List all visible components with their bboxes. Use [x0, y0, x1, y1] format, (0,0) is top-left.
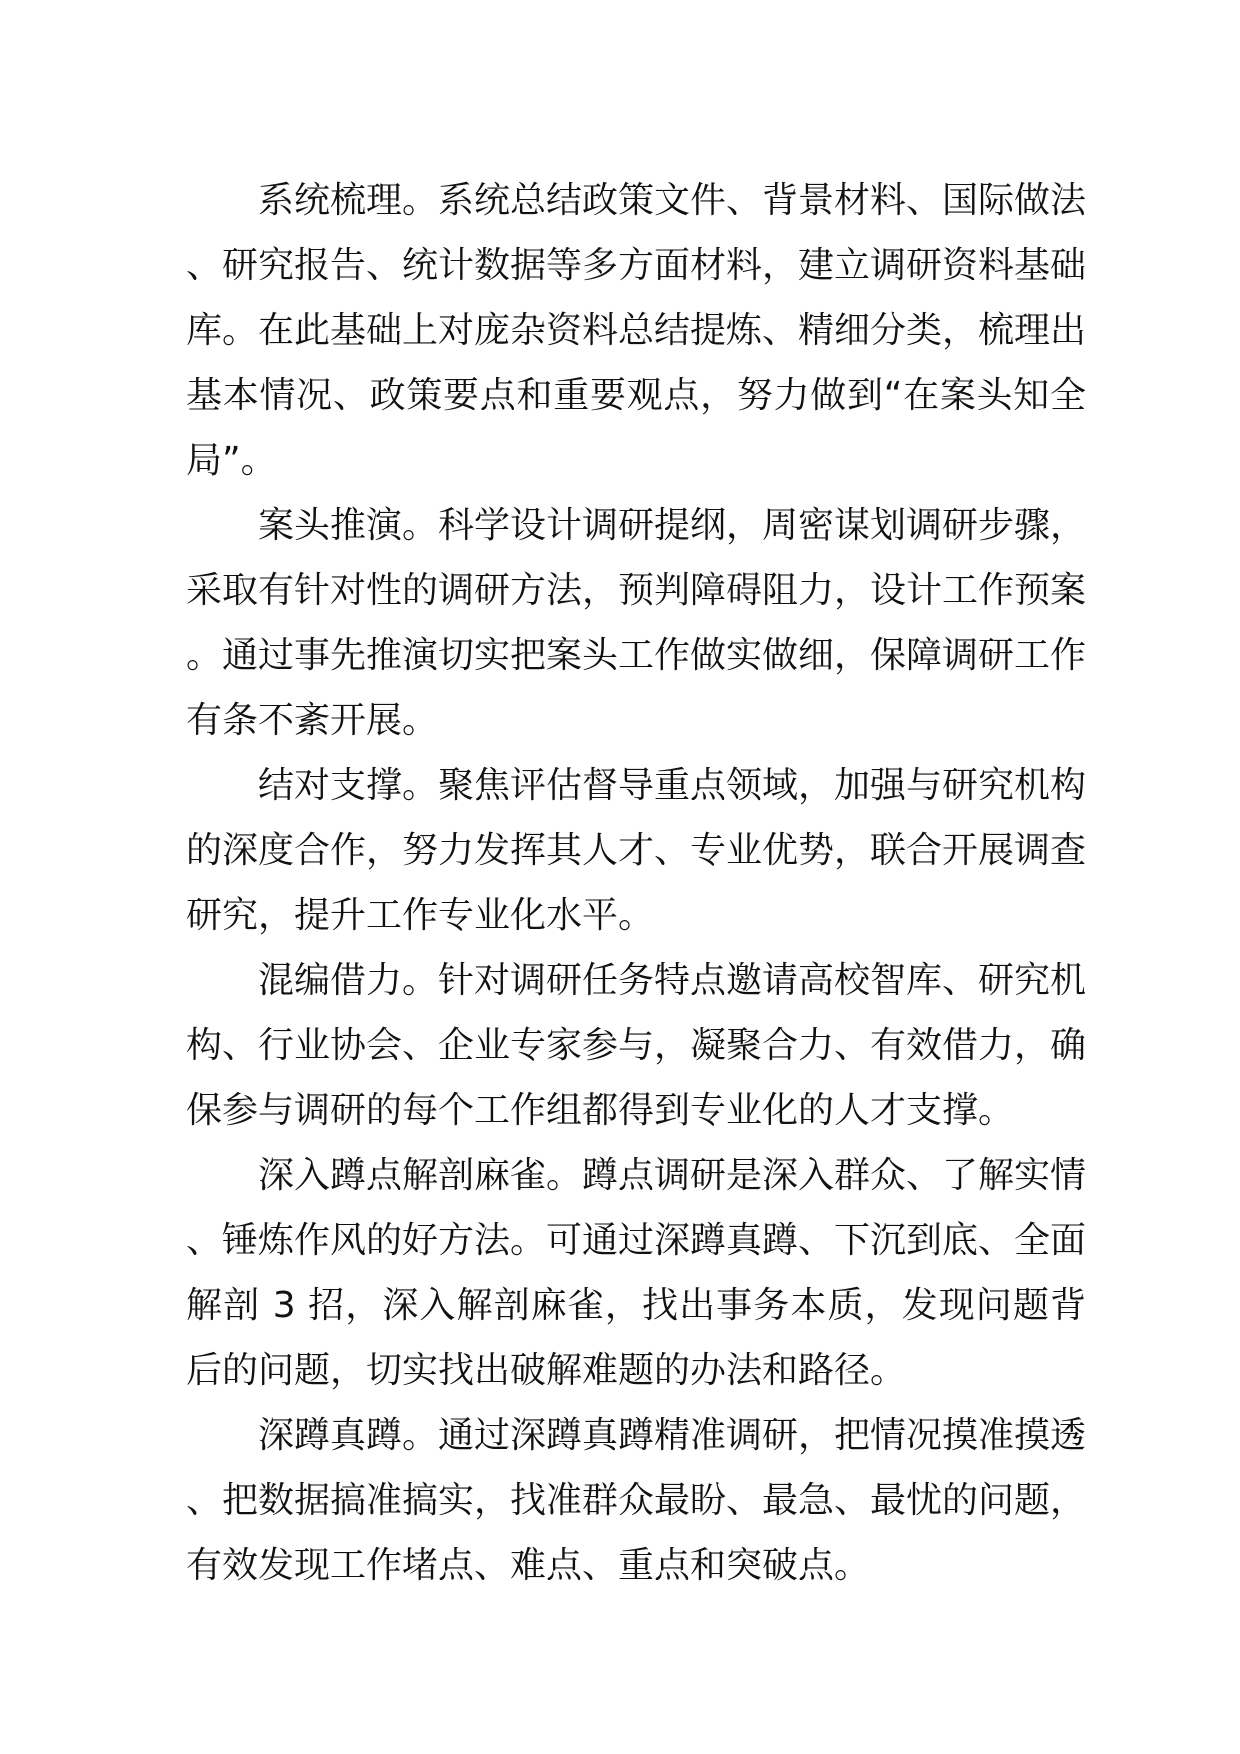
paragraph-desk-rehearsal: 案头推演。科学设计调研提纲，周密谋划调研步骤，采取有针对性的调研方法，预判障碍阻力，设计工作预案。通过事先推演切实把案头工作做实做细，保障调研工作有条不紊开展。 [186, 505, 1087, 741]
document-body [186, 168, 1086, 1598]
paragraph-systematic-review: 系统梳理。系统总结政策文件、背景材料、国际做法、研究报告、统计数据等多方面材料，建立调研资料基础库。在此基础上对庞杂资料总结提炼、精细分类，梳理出基本情况、政策要点和重要观点，努力做到“在案头知全局”。 [186, 180, 1087, 481]
paragraph-paired-support: 结对支撑。聚焦评估督导重点领域，加强与研究机构的深度合作，努力发挥其人才、专业优势，联合开展调查研究，提升工作专业化水平。 [186, 765, 1087, 936]
paragraph-mixed-teams: 混编借力。针对调研任务特点邀请高校智库、研究机构、行业协会、企业专家参与，凝聚合力、有效借力，确保参与调研的每个工作组都得到专业化的人才支撑。 [186, 960, 1087, 1131]
paragraph-on-site-study: 深入蹲点解剖麻雀。蹲点调研是深入群众、了解实情、锤炼作风的好方法。可通过深蹲真蹲、下沉到底、全面解剖 3 招，深入解剖麻雀，找出事务本质，发现问题背后的问题，切实找出破解难题的办法和路径。 [186, 1155, 1087, 1391]
paragraph-deep-on-site: 深蹲真蹲。通过深蹲真蹲精准调研，把情况摸准摸透、把数据搞准搞实，找准群众最盼、最急、最忧的问题，有效发现工作堵点、难点、重点和突破点。 [186, 1415, 1087, 1586]
